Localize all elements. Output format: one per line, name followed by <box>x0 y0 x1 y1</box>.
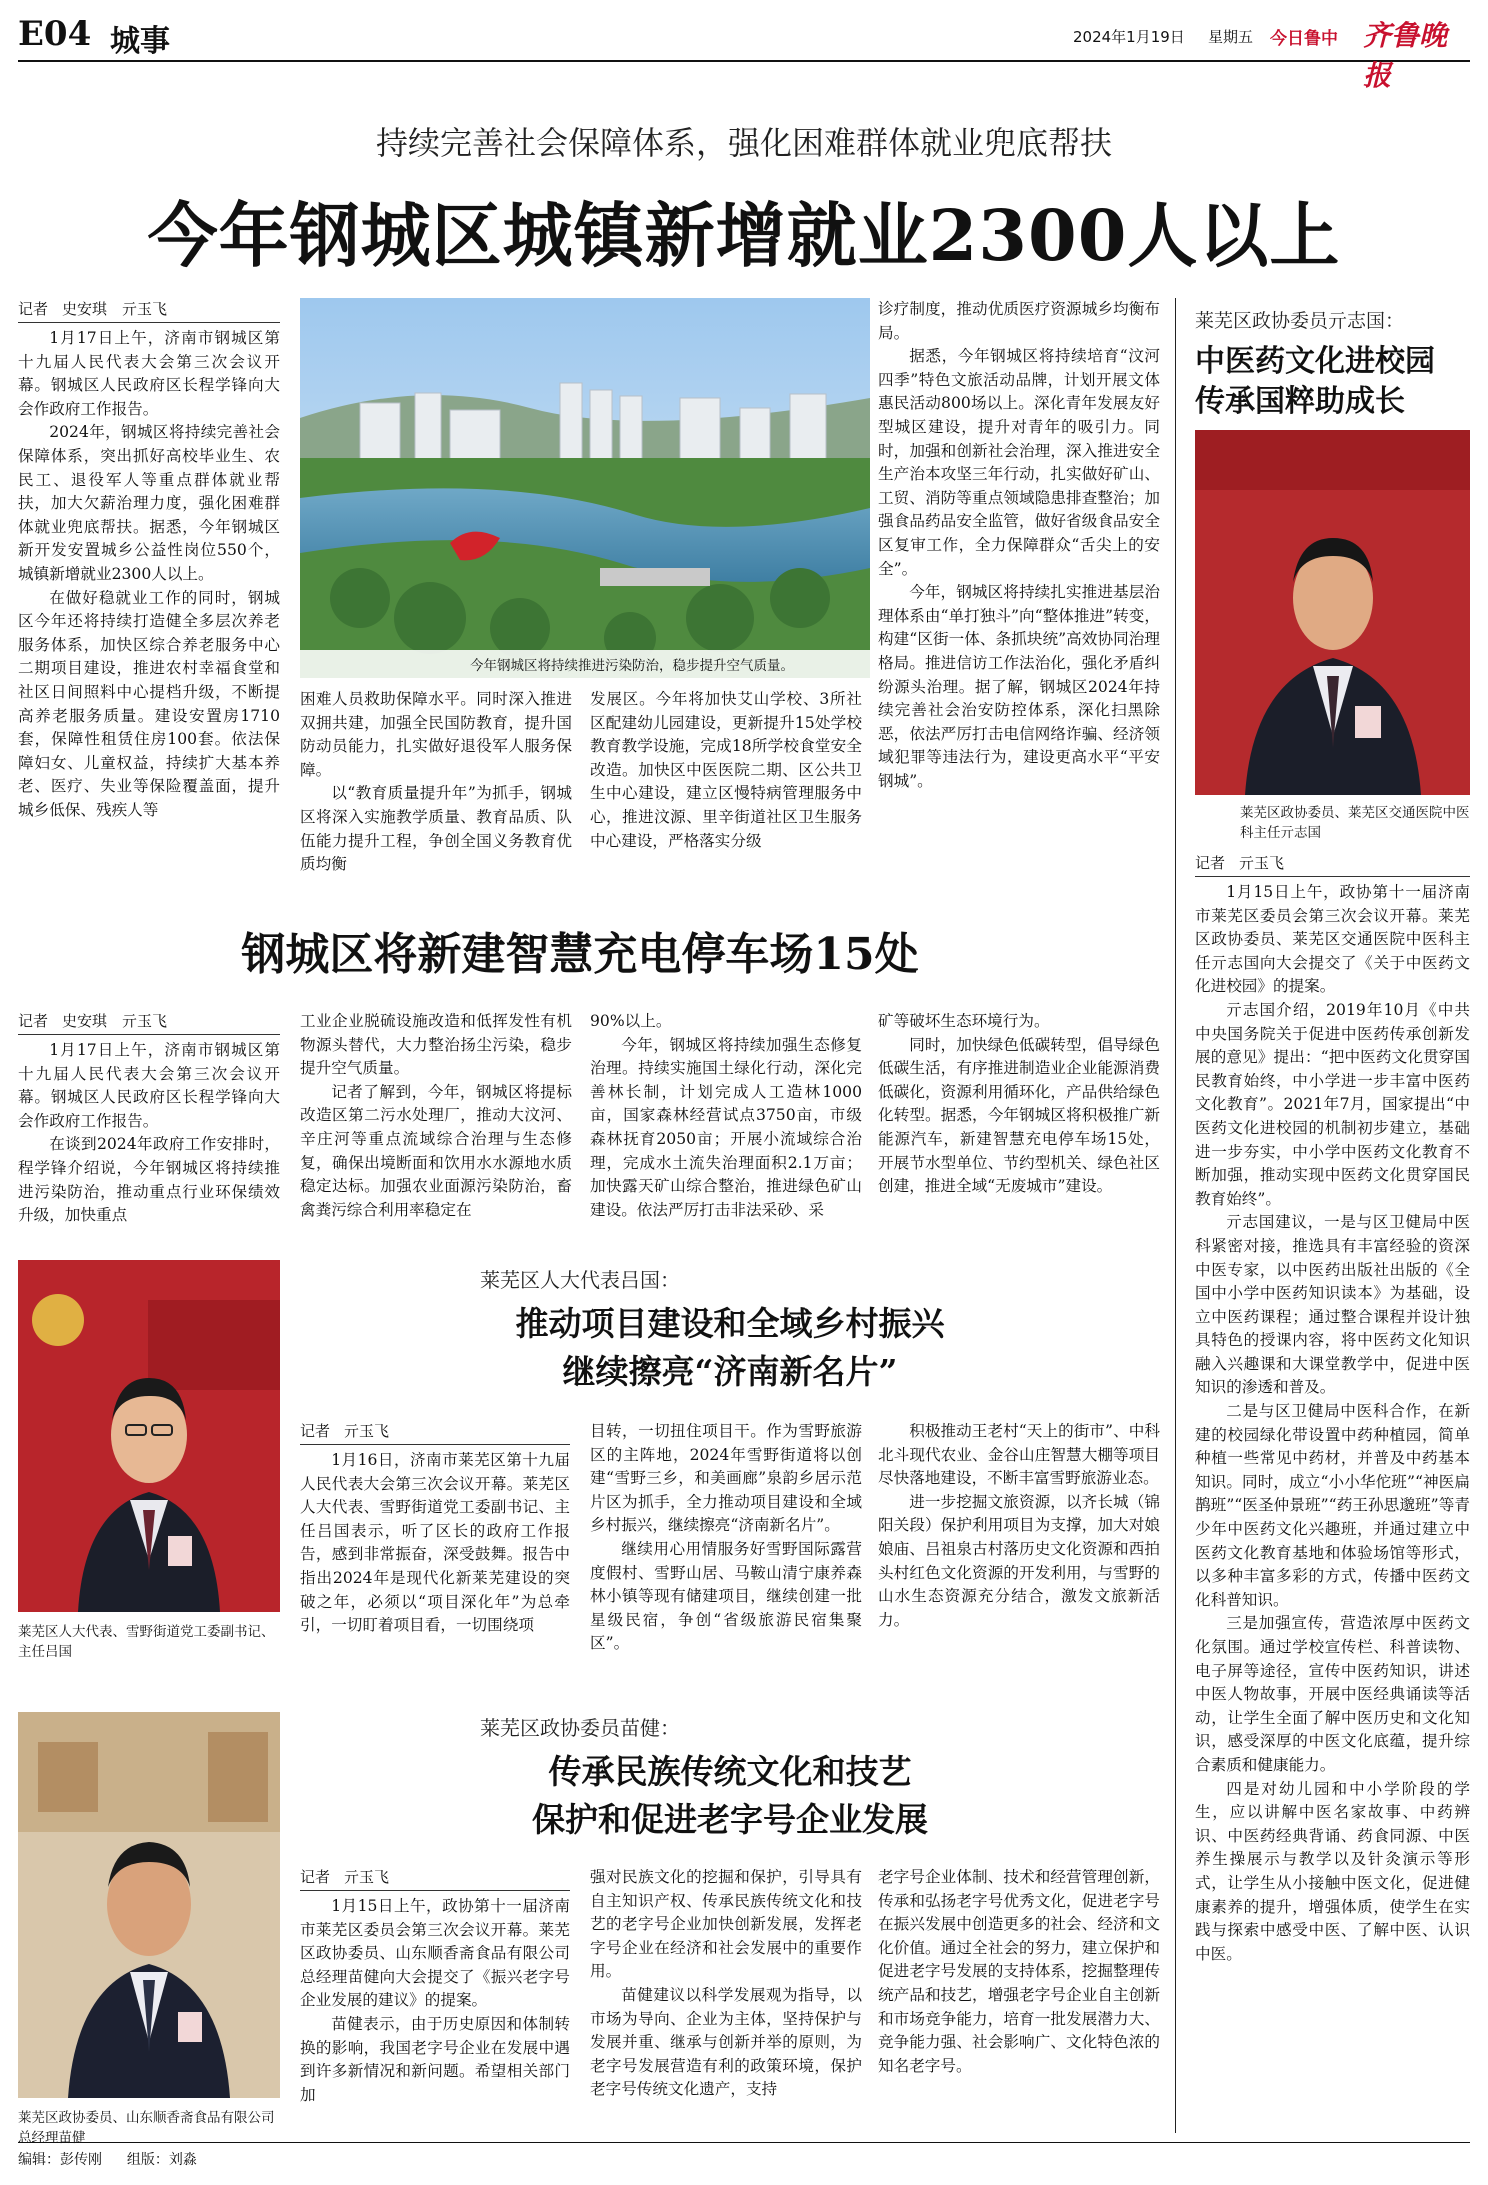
tcm-photo-caption: 莱芜区政协委员、莱芜区交通医院中医科主任亓志国 <box>1240 805 1470 841</box>
tcm-paragraph: 亓志国建议，一是与区卫健局中医科紧密对接，推选具有丰富经验的资深中医专家，以中医药出版社出版的《全国中小学中医药知识读本》为基础，设立中医药课程；通过整合课程并设计独具特色的授课内容，将中医药文化知识融入兴趣课和大课堂教学中，促进中医知识的渗透和普及。 <box>1195 1213 1470 1397</box>
rural-paragraph: 继续用心用情服务好雪野国际露营度假村、雪野山居、马鞍山清宁康养森林小镇等现有储建项目，继续创建一批星级民宿，争创“省级旅游民宿集聚区”。 <box>590 1539 862 1653</box>
lead-byline: 记者 史安琪 亓玉飞 <box>18 298 280 323</box>
lead-col-3 <box>590 688 862 883</box>
rural-title-line-2: 继续擦亮“济南新名片” <box>562 1352 898 1391</box>
lead-kicker: 持续完善社会保障体系，强化困难群体就业兜底帮扶 <box>375 124 1112 162</box>
brand-kicker: 莱芜区政协委员苗健： <box>480 1716 680 1740</box>
portrait-miao-jian <box>18 1712 280 2098</box>
lead-col-4 <box>878 298 1160 883</box>
brand-paragraph: 苗健建议以科学发展观为指导，以市场为导向、企业为主体，坚持保护与发展并重、继承与创新并举的原则，为老字号发展营造有利的政策环境，保护老字号传统文化遗产，支持 <box>590 1985 862 2099</box>
brand-sub: 今日鲁中 <box>1270 29 1338 49</box>
lead-paragraph: 据悉，今年钢城区将持续培育“汶河四季”特色文旅活动品牌，计划开展文体惠民活动800场以上。深化青年发展友好型城区建设，提升对青年的吸引力。同时，加强和创新社会治理，深入推进安全生产治本攻坚三年行动，扎实做好矿山、工贸、消防等重点领域隐患排查整治；加强食品药品安全监管，做好省级食品安全区复审工作，全力保障群众“舌尖上的安全”。 <box>878 347 1160 578</box>
tcm-byline: 记者 亓玉飞 <box>1195 852 1470 877</box>
city-aerial-image <box>300 298 870 678</box>
charging-paragraph: 1月17日上午，济南市钢城区第十九届人民代表大会第三次会议开幕。钢城区人民政府区长程学锋向大会作政府工作报告。 <box>18 1041 280 1130</box>
rural-col-1 <box>300 1420 570 1670</box>
rural-col-2 <box>590 1420 862 1670</box>
charging-col-2 <box>300 1010 572 1240</box>
section-name: 城事 <box>110 24 170 59</box>
charging-col-3 <box>590 1010 862 1240</box>
layout-label: 组版： <box>126 2152 169 2168</box>
brand-title-line-1: 传承民族传统文化和技艺 <box>548 1752 912 1791</box>
lead-col-1 <box>18 298 280 883</box>
charging-paragraph: 记者了解到，今年，钢城区将提标改造区第二污水处理厂，推动大汶河、辛庄河等重点流域综合治理与生态修复，确保出境断面和饮用水水源地水质稳定达标。加强农业面源污染防治，畜禽粪污综合利用率稳定在 <box>300 1082 572 1219</box>
brand-byline: 记者 亓玉飞 <box>300 1866 570 1891</box>
lead-title: 今年钢城区城镇新增就业2300人以上 <box>147 194 1341 277</box>
brand-paragraph: 苗健表示，由于历史原因和体制转换的影响，我国老字号企业在发展中遇到许多新情况和新问题。希望相关部门加 <box>300 2014 570 2104</box>
tcm-paragraph: 亓志国介绍，2019年10月《中共中央国务院关于促进中医药传承创新发展的意见》提出：“把中医药文化贯穿国民教育始终，中小学进一步丰富中医药文化教育”。2021年7月，国家提出“中医药文化进校园的机制初步建立，基础进一步夯实，中小学中医药文化教育不断加强，推动实现中医药文化贯穿国民教育始终”。 <box>1195 1000 1470 1208</box>
tcm-kicker: 莱芜区政协委员亓志国： <box>1195 310 1405 332</box>
portrait-qi-zhiguo <box>1195 430 1470 795</box>
rural-photo-caption: 莱芜区人大代表、雪野街道党工委副书记、主任吕国 <box>18 1624 275 1660</box>
lead-paragraph: 1月17日上午，济南市钢城区第十九届人民代表大会第三次会议开幕。钢城区人民政府区长程学锋向大会作政府工作报告。 <box>18 329 280 418</box>
tcm-title-line-1: 中医药文化进校园 <box>1195 344 1435 379</box>
editor-label: 编辑： <box>18 2152 60 2168</box>
lead-paragraph: 在做好稳就业工作的同时，钢城区今年还将持续打造健全多层次养老服务体系，加快区综合养老服务中心二期项目建设，推进农村幸福食堂和社区日间照料中心提档升级，不断提高养老服务质量。建设安置房1710套，保障性租赁住房100套。依法保障妇女、儿童权益，持续扩大基本养老、医疗、失业等保险覆盖面，提升城乡低保、残疾人等 <box>18 588 280 819</box>
tcm-paragraph: 三是加强宣传，营造浓厚中医药文化氛围。通过学校宣传栏、科普读物、电子屏等途径，宣传中医药知识，讲述中医人物故事，开展中医经典诵读等活动，让学生全面了解中医历史和文化知识，感受深厚的中医文化底蕴，提升综合素质和健康能力。 <box>1195 1614 1470 1774</box>
tcm-paragraph: 四是对幼儿园和中小学阶段的学生，应以讲解中医名家故事、中药辨识、中医药经典背诵、药食同源、中医养生操展示与教学以及针灸演示等形式，让学生从小接触中医文化，促进健康素养的提升，增强体质，使学生在实践与探索中感受中医、了解中医、认识中医。 <box>1195 1779 1470 1963</box>
brand-title-line-2: 保护和促进老字号企业发展 <box>532 1800 928 1839</box>
brand-photo-caption: 莱芜区政协委员、山东顺香斋食品有限公司总经理苗健 <box>18 2110 275 2146</box>
page-header <box>18 12 1470 92</box>
charging-paragraph: 今年，钢城区将持续加强生态修复治理。持续实施国土绿化行动，深化完善林长制，计划完成人工造林1000亩，国家森林经营试点3750亩，市级森林抚育2050亩；开展小流域综合治理，完成水土流失治理面积2.1万亩；加快露天矿山综合整治，推进绿色矿山建设。依法严厉打击非法采砂、采 <box>590 1035 862 1219</box>
charging-paragraph: 工业企业脱硫设施改造和低挥发性有机物源头替代，大力整治扬尘污染，稳步提升空气质量。 <box>300 1012 572 1078</box>
tcm-col <box>1195 852 1470 2134</box>
tcm-paragraph: 二是与区卫健局中医科合作，在新建的校园绿化带设置中药种植园，简单种植一些常见中药材，并普及中药基本知识。同时，成立“小小华佗班”“神医扁鹊班”“医圣仲景班”“药王孙思邈班”等青少年中医药文化兴趣班，并通过建立中医药文化教育基地和体验场馆等形式，以多种丰富多彩的方式，传播中医药文化科普知识。 <box>1195 1402 1470 1609</box>
lead-paragraph: 困难人员救助保障水平。同时深入推进双拥共建，加强全民国防教育，提升国防动员能力，扎实做好退役军人服务保障。 <box>300 690 572 779</box>
lead-photo-caption: 今年钢城区将持续推进污染防治，稳步提升空气质量。 <box>470 658 794 674</box>
lead-paragraph: 发展区。今年将加快艾山学校、3所社区配建幼儿园建设，更新提升15处学校教育教学设施，完成18所学校食堂安全改造。加快区中医医院二期、区公共卫生中心建设，建立区慢特病管理服务中心，推进汶源、里辛街道社区卫生服务中心建设，严格落实分级 <box>590 690 862 850</box>
header-date: 2024年1月19日 <box>1073 28 1185 46</box>
brand-col-2 <box>590 1866 862 2136</box>
tcm-paragraph: 1月15日上午，政协第十一届济南市莱芜区委员会第三次会议开幕。莱芜区政协委员、莱芜区交通医院中医科主任亓志国向大会提交了《关于中医药文化进校园》的提案。 <box>1195 883 1470 996</box>
rural-paragraph: 目转，一切扭住项目干。作为雪野旅游区的主阵地，2024年雪野街道将以创建“雪野三乡，和美画廊”泉韵乡居示范片区为抓手，全力推动项目建设和全域乡村振兴，继续擦亮“济南新名片”。 <box>590 1422 862 1535</box>
layout-name: 刘淼 <box>168 2152 197 2168</box>
charging-title: 钢城区将新建智慧充电停车场15处 <box>241 929 919 980</box>
brand-col-3 <box>878 1866 1160 2136</box>
city-aerial-photo <box>300 298 870 678</box>
lead-paragraph: 诊疗制度，推动优质医疗资源城乡均衡布局。 <box>878 300 1160 342</box>
charging-paragraph: 在谈到2024年政府工作安排时，程学锋介绍说，今年钢城区将持续推进污染防治，推动重点行业环保绩效升级，加快重点 <box>18 1135 280 1225</box>
charging-byline: 记者 史安琪 亓玉飞 <box>18 1010 280 1035</box>
rural-byline: 记者 亓玉飞 <box>300 1420 570 1445</box>
editor-name: 彭传刚 <box>60 2152 102 2168</box>
lead-col-2 <box>300 688 572 883</box>
charging-col-4 <box>878 1010 1160 1240</box>
charging-paragraph: 矿等破坏生态环境行为。 <box>878 1012 1050 1030</box>
page-code: E04 <box>18 14 92 54</box>
brand-paragraph: 1月15日上午，政协第十一届济南市莱芜区委员会第三次会议开幕。莱芜区政协委员、山东顺香斋食品有限公司总经理苗健向大会提交了《振兴老字号企业发展的建议》的提案。 <box>300 1897 570 2010</box>
rural-kicker: 莱芜区人大代表吕国： <box>480 1268 680 1292</box>
lead-paragraph: 2024年，钢城区将持续完善社会保障体系，突出抓好高校毕业生、农民工、退役军人等重点群体就业帮扶，加大欠薪治理力度，强化困难群体就业兜底帮扶。据悉，今年钢城区新开发安置城乡公益性岗位550个，城镇新增就业2300人以上。 <box>18 423 280 583</box>
rural-col-3 <box>878 1420 1160 1670</box>
rural-title-line-1: 推动项目建设和全域乡村振兴 <box>515 1304 945 1343</box>
rural-paragraph: 1月16日，济南市莱芜区第十九届人民代表大会第三次会议开幕。莱芜区人大代表、雪野街道党工委副书记、主任吕国表示，听了区长的政府工作报告，感到非常振奋，深受鼓舞。报告中指出2024年是现代化新莱芜建设的突破之年，必须以“项目深化年”为总牵引，一切盯着项目看，一切围绕项 <box>300 1451 570 1635</box>
lead-paragraph: 以“教育质量提升年”为抓手，钢城区将深入实施教学质量、教育品质、队伍能力提升工程，争创全国义务教育优质均衡 <box>300 784 572 874</box>
lead-paragraph: 今年，钢城区将持续扎实推进基层治理体系由“单打独斗”向“整体推进”转变，构建“区街一体、条抓块统”高效协同治理格局。推进信访工作法治化，强化矛盾纠纷源头治理。据了解，钢城区2024年持续完善社会治安防控体系，深化扫黑除恶，依法严厉打击电信网络诈骗、经济领域犯罪等违法行为，建设更高水平“平安钢城”。 <box>878 583 1160 790</box>
portrait-lv-guo <box>18 1260 280 1612</box>
header-weekday: 星期五 <box>1208 28 1254 46</box>
brand-paragraph: 强对民族文化的挖掘和保护，引导具有自主知识产权、传承民族传统文化和技艺的老字号企业加快创新发展，发挥老字号企业在经济和社会发展中的重要作用。 <box>590 1868 862 1981</box>
rural-paragraph: 进一步挖掘文旅资源，以齐长城（锦阳关段）保护利用项目为支撑，加大对娘娘庙、吕祖泉古村落历史文化资源和西拍头村红色文化资源的开发利用，与雪野的山水生态资源充分结合，激发文旅新活力。 <box>878 1492 1160 1629</box>
portrait-lv-guo-image <box>18 1260 280 1612</box>
charging-paragraph: 同时，加快绿色低碳转型，倡导绿色低碳生活，有序推进制造业企业能源消费低碳化，资源利用循环化，产品供给绿色化转型。据悉，今年钢城区将积极推广新能源汽车，新建智慧充电停车场15处，开展节水型单位、节约型机关、绿色社区创建，推进全域“无废城市”建设。 <box>878 1035 1160 1196</box>
charging-paragraph: 90%以上。 <box>590 1012 672 1030</box>
brand-col-1 <box>300 1866 570 2136</box>
brand-paragraph: 老字号企业体制、技术和经营管理创新，传承和弘扬老字号优秀文化，促进老字号在振兴发展中创造更多的社会、经济和文化价值。通过全社会的努力，建立保护和促进老字号发展的支持体系，挖掘整理传统产品和技艺，增强老字号企业自主创新和市场竞争能力，培育一批发展潜力大、竞争能力强、社会影响广、文化特色浓的知名老字号。 <box>878 1868 1160 2075</box>
portrait-miao-jian-image <box>18 1712 280 2098</box>
tcm-title-line-2: 传承国粹助成长 <box>1195 384 1405 419</box>
portrait-qi-zhiguo-image <box>1195 430 1470 795</box>
sidebar-divider <box>1175 298 1176 2133</box>
rural-paragraph: 积极推动王老村“天上的街市”、中科北斗现代农业、金谷山庄智慧大棚等项目尽快落地建设，不断丰富雪野旅游业态。 <box>878 1422 1160 1488</box>
charging-col-1 <box>18 1010 280 1240</box>
page-footer <box>18 2142 1470 2183</box>
brand-logo: 齐鲁晚报 <box>1363 19 1448 92</box>
